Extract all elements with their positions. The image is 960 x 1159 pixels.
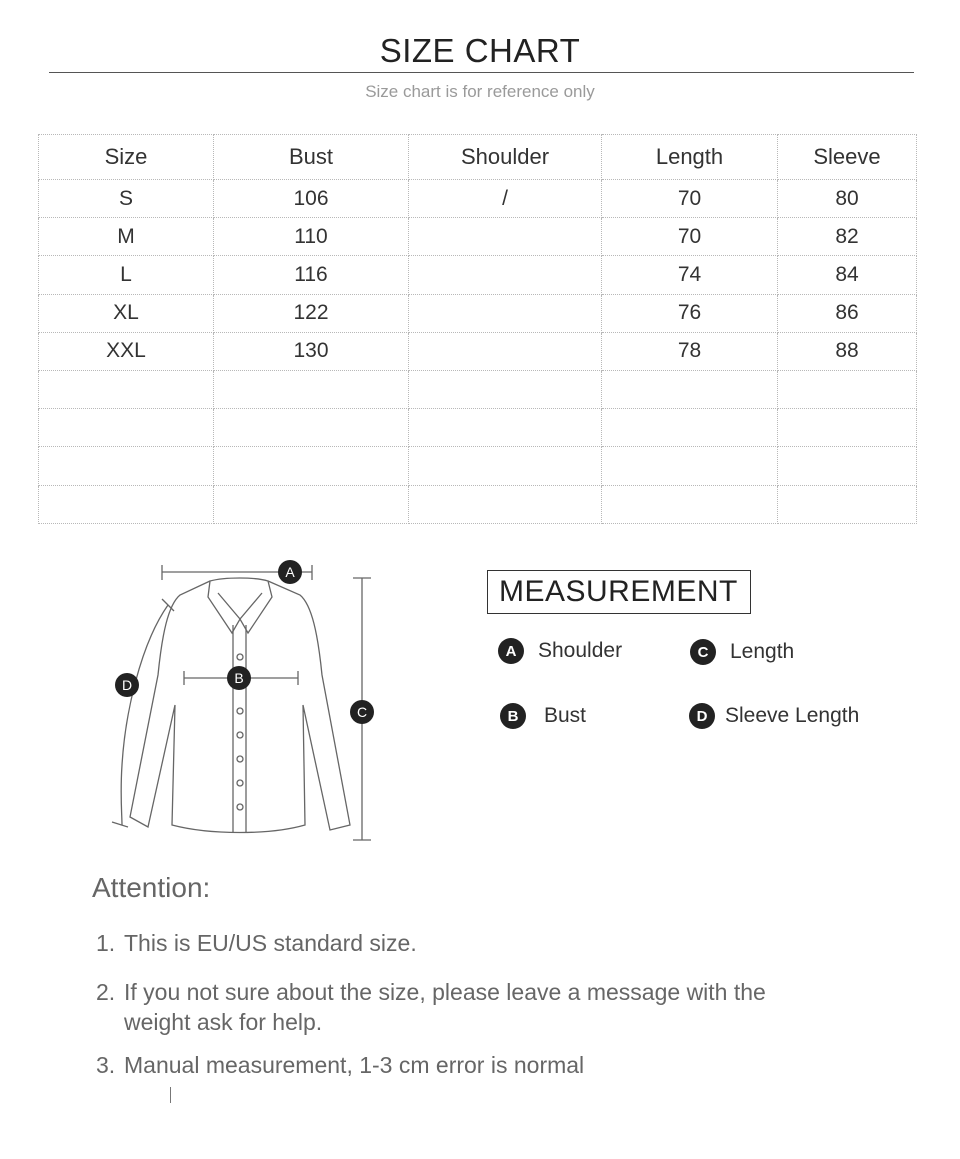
text-cursor-mark — [170, 1087, 171, 1103]
shirt-outline-icon — [100, 555, 390, 855]
legend-badge: C — [690, 639, 716, 665]
table-cell — [39, 447, 214, 485]
table-cell: 70 — [602, 218, 778, 256]
table-cell: XXL — [39, 332, 214, 370]
legend-label: Sleeve Length — [725, 704, 860, 727]
table-cell: S — [39, 180, 214, 218]
table-cell: / — [409, 180, 602, 218]
table-cell — [778, 409, 917, 447]
table-row — [39, 409, 917, 447]
table-cell — [409, 447, 602, 485]
marker-b-label: B — [234, 670, 244, 686]
header-shoulder: Shoulder — [409, 135, 602, 180]
table-cell: 122 — [214, 294, 409, 332]
size-table — [38, 134, 917, 524]
legend-label: Bust — [544, 704, 587, 727]
note-text-continued: weight ask for help. — [124, 1009, 323, 1035]
table-header-row — [39, 135, 917, 180]
table-cell: 78 — [602, 332, 778, 370]
marker-a-label: A — [285, 564, 295, 580]
table-row — [39, 332, 917, 370]
table-cell — [214, 409, 409, 447]
size-chart-subtitle: Size chart is for reference only — [365, 82, 595, 101]
title-rule — [49, 72, 914, 73]
legend-label: Length — [730, 640, 795, 663]
note-number: 3. — [96, 1052, 116, 1078]
table-cell: L — [39, 256, 214, 294]
legend-badge: B — [500, 703, 526, 729]
legend-length — [690, 639, 794, 665]
table-cell — [409, 485, 602, 523]
header-size: Size — [39, 135, 214, 180]
table-cell — [602, 485, 778, 523]
attention-note-2 — [96, 977, 876, 1037]
table-cell — [409, 332, 602, 370]
table-cell: 84 — [778, 256, 917, 294]
table-cell — [409, 409, 602, 447]
note-text: Manual measurement, 1-3 cm error is normal — [124, 1052, 585, 1078]
note-number: 1. — [96, 930, 116, 956]
table-row — [39, 218, 917, 256]
legend-badge: A — [498, 638, 524, 664]
note-text: This is EU/US standard size. — [124, 930, 417, 956]
table-cell — [778, 370, 917, 408]
table-cell: 82 — [778, 218, 917, 256]
table-cell: 106 — [214, 180, 409, 218]
table-cell — [409, 370, 602, 408]
size-chart-title: SIZE CHART — [379, 32, 581, 69]
table-cell: XL — [39, 294, 214, 332]
table-cell: 70 — [602, 180, 778, 218]
table-cell — [409, 256, 602, 294]
table-row — [39, 485, 917, 523]
table-cell — [778, 447, 917, 485]
table-cell — [409, 218, 602, 256]
table-cell — [602, 370, 778, 408]
legend-sleeve-length — [689, 703, 859, 729]
table-cell: 110 — [214, 218, 409, 256]
legend-label: Shoulder — [538, 639, 623, 662]
legend-shoulder — [498, 638, 622, 664]
table-cell — [39, 370, 214, 408]
header-sleeve: Sleeve — [778, 135, 917, 180]
attention-heading: Attention: — [92, 872, 211, 903]
table-row — [39, 294, 917, 332]
table-cell — [602, 409, 778, 447]
marker-b — [227, 666, 251, 690]
attention-note-3 — [96, 1050, 876, 1080]
table-cell: M — [39, 218, 214, 256]
table-cell — [214, 370, 409, 408]
table-row — [39, 370, 917, 408]
marker-c-label: C — [356, 704, 368, 720]
table-cell: 130 — [214, 332, 409, 370]
table-cell — [778, 485, 917, 523]
table-row — [39, 180, 917, 218]
table-cell: 116 — [214, 256, 409, 294]
measurement-title: MEASUREMENT — [487, 570, 751, 614]
table-cell — [214, 447, 409, 485]
table-cell: 74 — [602, 256, 778, 294]
header-bust: Bust — [214, 135, 409, 180]
attention-note-1 — [96, 928, 876, 958]
table-cell — [214, 485, 409, 523]
table-row — [39, 256, 917, 294]
legend-bust — [500, 703, 586, 729]
table-cell: 86 — [778, 294, 917, 332]
marker-d-label: D — [121, 677, 133, 693]
table-cell — [39, 409, 214, 447]
header-length: Length — [602, 135, 778, 180]
table-cell: 76 — [602, 294, 778, 332]
marker-d — [115, 673, 139, 697]
note-text: If you not sure about the size, please leave a message with the — [124, 979, 766, 1005]
table-cell: 80 — [778, 180, 917, 218]
marker-c — [350, 700, 374, 724]
table-cell — [409, 294, 602, 332]
note-number: 2. — [96, 979, 116, 1005]
legend-badge: D — [689, 703, 715, 729]
table-cell — [602, 447, 778, 485]
table-cell: 88 — [778, 332, 917, 370]
table-row — [39, 447, 917, 485]
marker-a — [278, 560, 302, 584]
table-cell — [39, 485, 214, 523]
